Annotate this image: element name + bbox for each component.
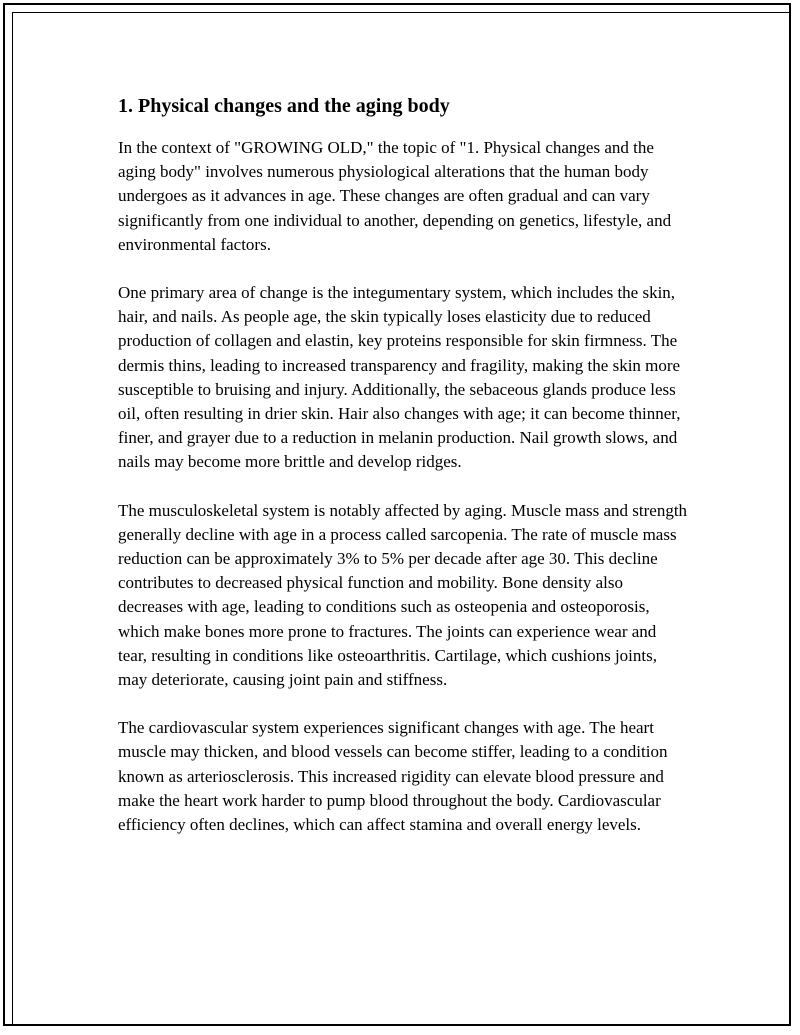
paragraph-intro: In the context of "GROWING OLD," the topic of "1. Physical changes and the aging body" involves numerous physiological alterations that the human body undergoes as it advances in age. These changes are often gradual and can vary significantly from one individual to another, depending on genetics, lifestyle, and environmental factors. xyxy=(118,138,672,254)
paragraph-musculoskeletal: The musculoskeletal system is notably affected by aging. Muscle mass and strength generally decline with age in a process called sarcopenia. The rate of muscle mass reduction can be approximately 3% to 5% per decade after age 30. This decline contributes to decreased physical function and mobility. Bone density also decreases with age, leading to conditions such as osteopenia and osteoporosis, which make bones more prone to fractures. The joints can experience wear and tear, resulting in conditions like osteoarthritis. Cartilage, which cushions joints, may deteriorate, causing joint pain and stiffness. xyxy=(118,500,688,690)
paragraph-cardiovascular: The cardiovascular system experiences significant changes with age. The heart muscle may thicken, and blood vessels can become stiffer, leading to a condition known as arteriosclerosis. This increased rigidity can elevate blood pressure and make the heart work harder to pump blood throughout the body. Cardiovascular efficiency often declines, which can affect stamina and overall energy levels. xyxy=(118,718,668,835)
section-heading: 1. Physical changes and the aging body xyxy=(118,95,450,117)
paragraph-integumentary: One primary area of change is the integumentary system, which includes the skin, hair, and nails. As people age, the skin typically loses elasticity due to reduced production of collagen and elastin, key proteins responsible for skin firmness. The dermis thins, leading to increased transparency and fragility, making the skin more susceptible to bruising and injury. Additionally, the sebaceous glands produce less oil, often resulting in drier skin. Hair also changes with age; it can become thinner, finer, and grayer due to a reduction in melanin production. Nail growth slows, and nails may become more brittle and develop ridges. xyxy=(118,283,681,472)
document-body xyxy=(118,92,688,861)
